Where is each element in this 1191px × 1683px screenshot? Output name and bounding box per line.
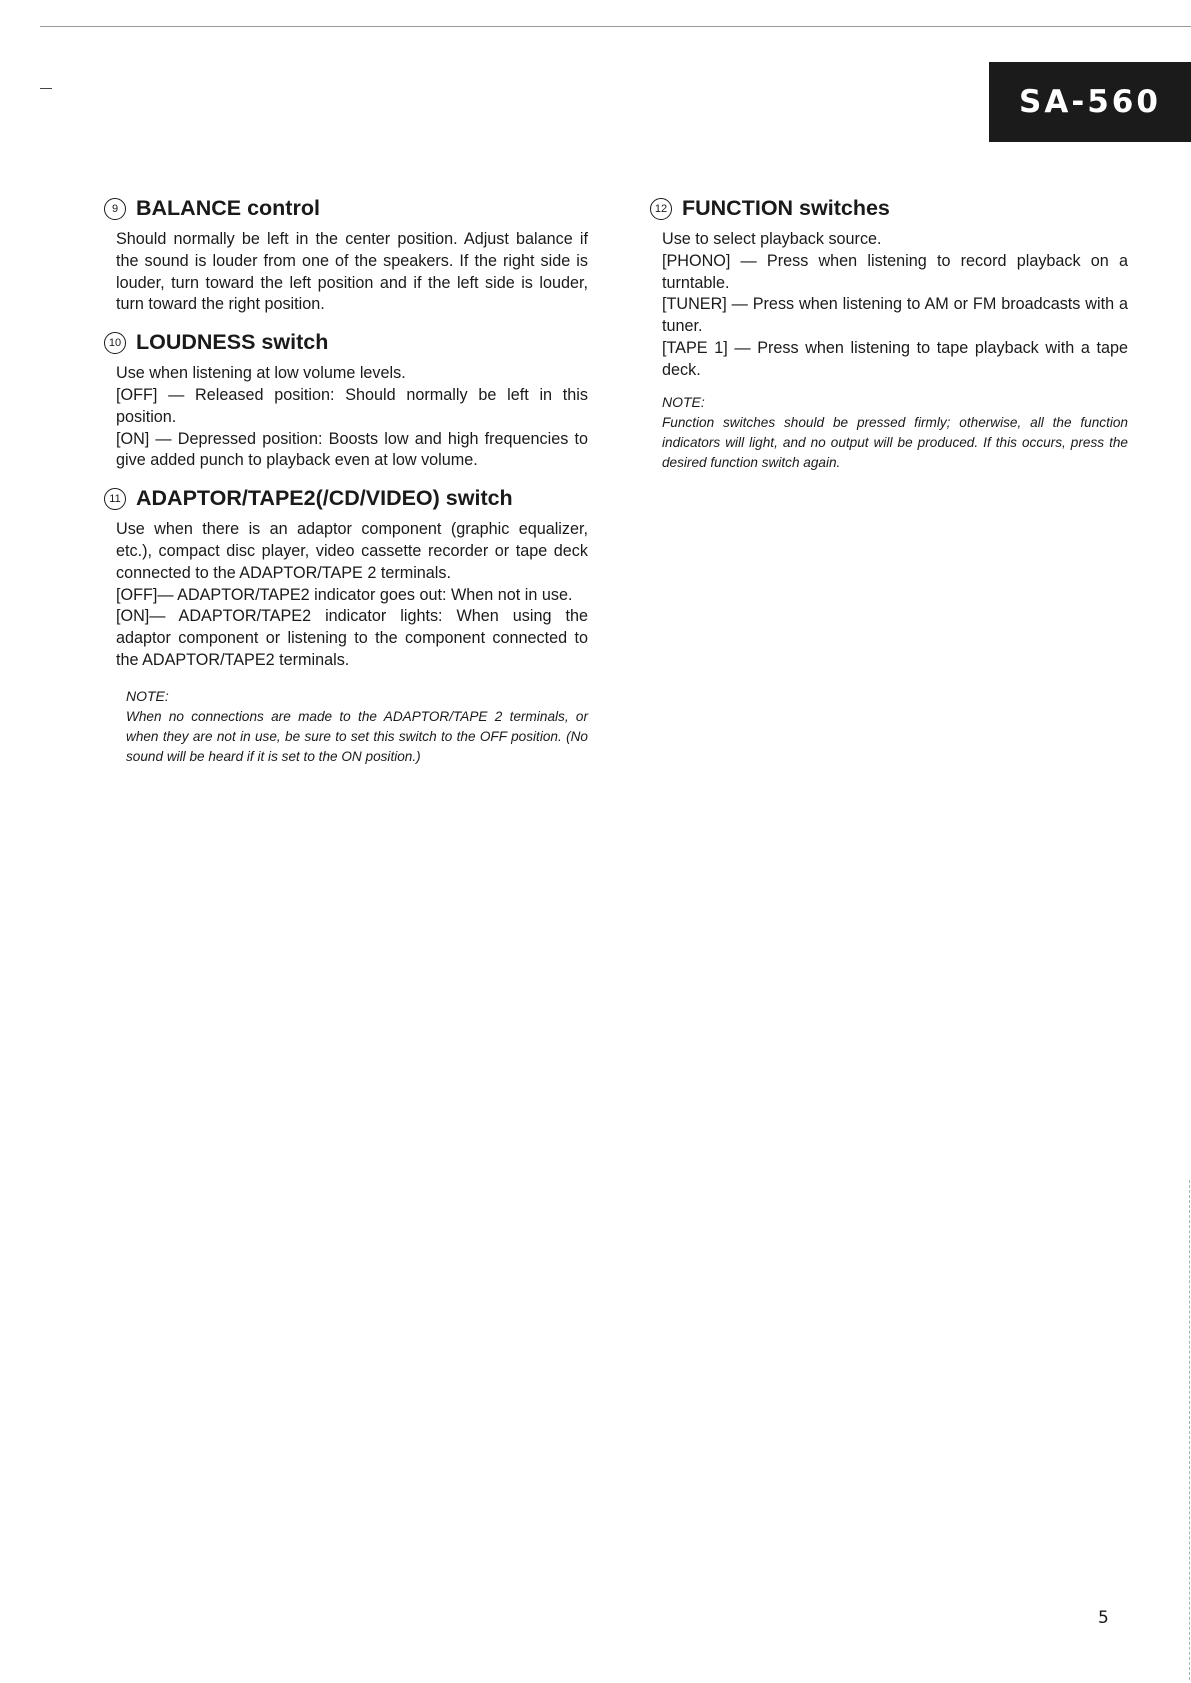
paragraph: [OFF] — Released position: Should normally be left in this position. xyxy=(116,385,588,426)
section-number-badge: 11 xyxy=(104,488,126,510)
paragraph: Use when there is an adaptor component (graphic equalizer, etc.), compact disc player, video cassette recorder or tape deck connected to the ADAPTOR/TAPE 2 terminals. xyxy=(116,520,588,582)
section-body xyxy=(104,519,588,672)
section-title: ADAPTOR/TAPE2(/CD/VIDEO) switch xyxy=(136,486,513,511)
paragraph: [ON]— ADAPTOR/TAPE2 indicator lights: When using the adaptor component or listening to the component connected to the ADAPTOR/TAPE2 terminals. xyxy=(116,607,588,669)
corner-mark xyxy=(40,88,52,89)
section-heading xyxy=(650,196,1128,221)
section-heading xyxy=(104,196,588,221)
section-heading xyxy=(104,486,588,511)
right-column xyxy=(650,196,1128,487)
section-number-badge: 12 xyxy=(650,198,672,220)
model-name: SA-560 xyxy=(1019,84,1161,120)
paragraph: Should normally be left in the center position. Adjust balance if the sound is louder from one of the speakers. If the right side is louder, turn toward the left position and if the left side is louder, turn toward the right position. xyxy=(116,230,588,314)
paragraph: [PHONO] — Press when listening to record playback on a turntable. xyxy=(662,251,1128,292)
paragraph: [OFF]— ADAPTOR/TAPE2 indicator goes out: When not in use. xyxy=(116,585,573,604)
section-title: BALANCE control xyxy=(136,196,320,220)
section-function-switches xyxy=(650,196,1128,473)
paragraph: Use to select playback source. xyxy=(662,230,882,248)
top-rule xyxy=(40,26,1191,27)
note-block xyxy=(650,394,1128,473)
paragraph: Use when listening at low volume levels. xyxy=(116,364,406,383)
left-column xyxy=(104,196,588,781)
section-title: LOUDNESS switch xyxy=(136,330,329,355)
section-body xyxy=(650,229,1128,382)
note-text: Function switches should be pressed firmly; otherwise, all the function indicators will light, and no output will be produced. If this occurs, press the desired function switch again. xyxy=(662,414,1128,470)
paragraph: [ON] — Depressed position: Boosts low and high frequencies to give added punch to playback even at low volume. xyxy=(116,429,588,470)
note-block xyxy=(104,688,588,767)
paragraph: [TUNER] — Press when listening to AM or FM broadcasts with a tuner. xyxy=(662,295,1128,336)
model-badge xyxy=(989,62,1191,142)
note-title: NOTE: xyxy=(662,393,705,410)
section-title: FUNCTION switches xyxy=(682,196,890,220)
section-balance-control xyxy=(104,196,588,316)
section-number-badge: 9 xyxy=(104,198,126,220)
section-loudness-switch xyxy=(104,330,588,472)
section-body xyxy=(104,229,588,316)
paragraph: [TAPE 1] — Press when listening to tape playback with a tape deck. xyxy=(662,338,1128,379)
section-adaptor-tape2-switch xyxy=(104,486,588,767)
page-number: 5 xyxy=(1098,1608,1109,1628)
section-number-badge: 10 xyxy=(104,332,126,354)
note-title: NOTE: xyxy=(126,687,169,704)
section-body xyxy=(104,363,588,472)
note-text: When no connections are made to the ADAPTOR/TAPE 2 terminals, or when they are not in use, be sure to set this switch to the OFF position. (No sound will be heard if it is set to the ON position.) xyxy=(126,708,588,764)
section-heading xyxy=(104,330,588,355)
